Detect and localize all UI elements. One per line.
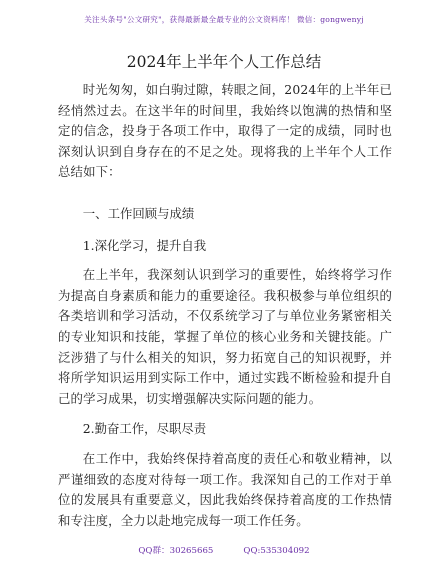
footer: [0, 544, 448, 556]
intro-paragraph: 时光匆匆，如白驹过隙，转眼之间，2024年的上半年已经悄然过去。在这半年的时间里，我始终以饱满的热情和坚定的信念，投身于各项工作中，取得了一定的成绩，同时也深刻认识到自身存在的不足之处。现将我的上半年个人工作总结如下：: [58, 82, 392, 180]
subsection-heading-2: 2.勤奋工作，尽职尽责: [82, 421, 207, 437]
header-banner: 关注头条号"公文研究"，获得最新最全最专业的公文资料库！ 微信：gongwenyj: [84, 15, 364, 24]
document-body: [58, 80, 392, 531]
subsection-paragraph-2: 在工作中，我始终保持着高度的责任心和敬业精神，以严谨细致的态度对待每一项工作。我深知自己的工作对于单位的发展具有重要意义，因此我始终保持着高度的工作热情和专注度，全力以赴地完成每一项工作任务。: [58, 450, 392, 528]
footer-qq-group: QQ群：30265665: [138, 546, 214, 556]
subsection-paragraph-1: 在上半年，我深刻认识到学习的重要性，始终将学习作为提高自身素质和能力的重要途径。我积极参与单位组织的各类培训和学习活动，不仅系统学习了与单位业务紧密相关的专业知识和技能，掌握了单位的核心业务和关键技能。广泛涉猎了与什么相关的知识，努力拓宽自己的知识视野，并将所学知识运用到实际工作中，通过实践不断检验和提升自己的学习成果，切实增强解决实际问题的能力。: [58, 267, 392, 406]
section-heading: 一、工作回顾与成绩: [82, 205, 195, 221]
subsection-heading-1: 1.深化学习，提升自我: [82, 237, 207, 253]
page-title: 2024年上半年个人工作总结: [126, 53, 322, 71]
footer-qq: QQ:535304092: [243, 546, 310, 556]
